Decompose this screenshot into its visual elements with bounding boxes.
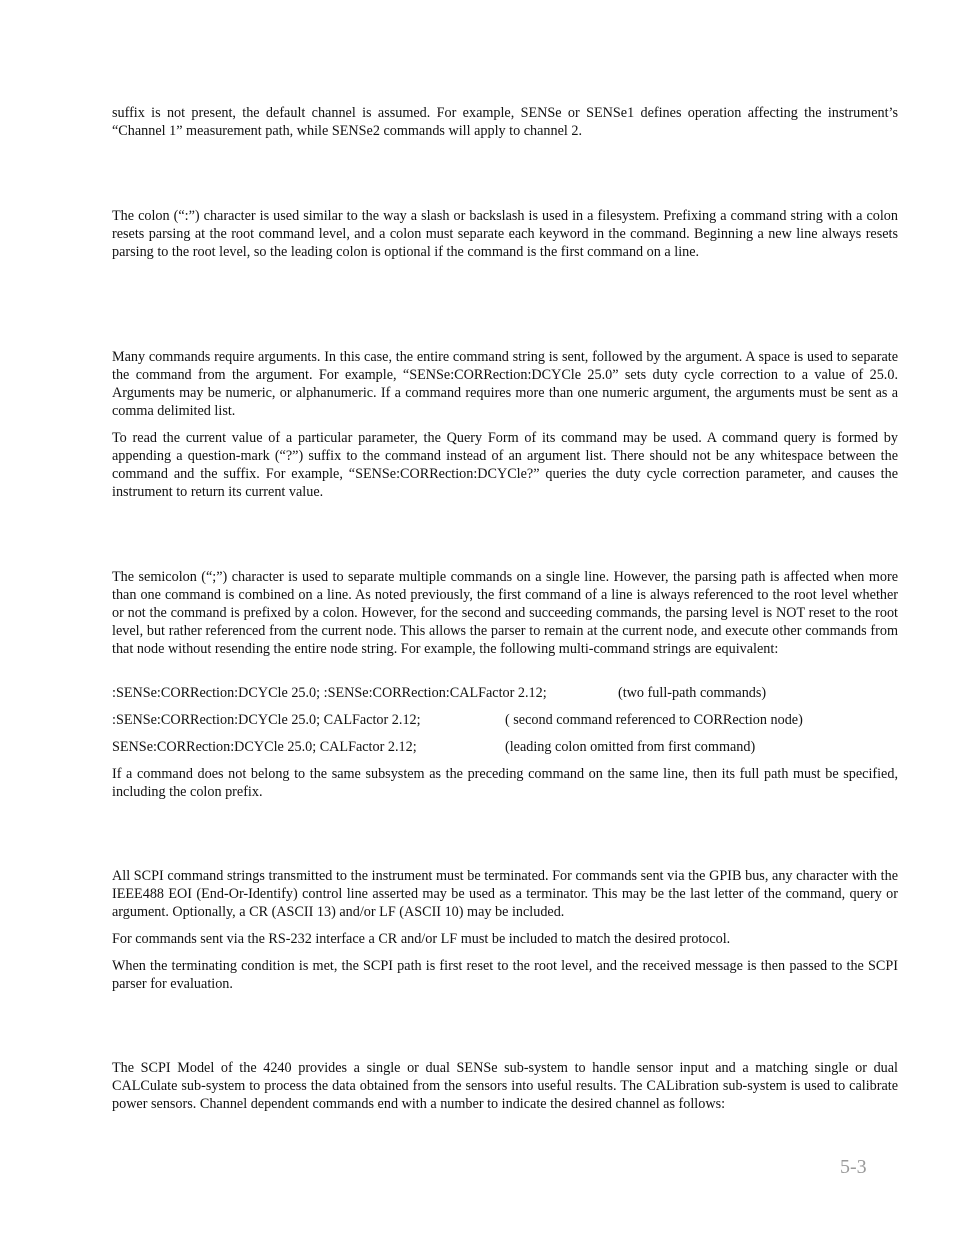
paragraph-terminating-condition: When the terminating condition is met, the SCPI path is first reset to the root level, and the received message is then passed to the SCPI parser for evaluation.	[112, 958, 898, 992]
example-note: (leading colon omitted from first command)	[505, 739, 756, 755]
paragraph-model: The SCPI Model of the 4240 provides a single or dual SENSe sub-system to handle sensor input and a matching single or dual CALCulate sub-system to process the data obtained from the sensors into useful results. The CALibration sub-system is used to calibrate power sensors. Channel dependent commands end with a number to indicate the desired channel as follows:	[112, 1060, 898, 1112]
example-code: :SENSe:CORRection:DCYCle 25.0; CALFactor 2.12;	[112, 712, 421, 728]
paragraph-semicolon: The semicolon (“;”) character is used to separate multiple commands on a single line. However, the parsing path is affected when more than one command is combined on a line. As noted previously, the first command of a line is always referenced to the root level whether or not the command is prefixed by a colon. However, for the second and succeeding commands, the parsing level is NOT reset to the root level, but rather referenced from the current node. This allows the parser to remain at the current node, and execute other commands from that node without resending the entire node string. For example, the following multi-command strings are equivalent:	[112, 569, 898, 657]
paragraph-query: To read the current value of a particular parameter, the Query Form of its command may be used. A command query is formed by appending a question-mark (“?”) suffix to the command instead of an argument list. There should not be any whitespace between the command and the suffix. For example, “SENSe:CORRection:DCYCle?” queries the duty cycle correction parameter, and causes the instrument to return its current value.	[112, 430, 898, 500]
example-note: (two full-path commands)	[618, 685, 767, 701]
example-code: SENSe:CORRection:DCYCle 25.0; CALFactor 2.12;	[112, 739, 417, 755]
paragraph-channel-suffix: suffix is not present, the default channel is assumed. For example, SENSe or SENSe1 defines operation affecting the instrument’s “Channel 1” measurement path, while SENSe2 commands will apply to channel 2.	[112, 105, 898, 139]
page-number: 5-3	[840, 1156, 867, 1178]
example-code: :SENSe:CORRection:DCYCle 25.0; :SENSe:CORRection:CALFactor 2.12;	[112, 685, 547, 701]
paragraph-termination: All SCPI command strings transmitted to the instrument must be terminated. For commands sent via the GPIB bus, any character with the IEEE488 EOI (End-Or-Identify) control line asserted may be used as a terminator. This may be the last letter of the command, query or argument. Optionally, a CR (ASCII 13) and/or LF (ASCII 10) may be included.	[112, 868, 898, 920]
document-page	[112, 0, 898, 1235]
example-note: ( second command referenced to CORRection node)	[505, 712, 803, 728]
paragraph-subsystem: If a command does not belong to the same subsystem as the preceding command on the same line, then its full path must be specified, including the colon prefix.	[112, 766, 898, 800]
paragraph-arguments: Many commands require arguments. In this case, the entire command string is sent, followed by the argument. A space is used to separate the command from the argument. For example, “SENSe:CORRection:DCYCle 25.0” sets duty cycle correction to a value of 25.0. Arguments may be numeric, or alphanumeric. If a command requires more than one numeric argument, the arguments must be sent as a comma delimited list.	[112, 349, 898, 419]
paragraph-rs232: For commands sent via the RS-232 interface a CR and/or LF must be included to match the desired protocol.	[112, 931, 731, 947]
paragraph-colon: The colon (“:”) character is used similar to the way a slash or backslash is used in a filesystem. Prefixing a command string with a colon resets parsing at the root command level, and a colon must separate each keyword in the command. Beginning a new line always resets parsing to the root level, so the leading colon is optional if the command is the first command on a line.	[112, 208, 898, 260]
